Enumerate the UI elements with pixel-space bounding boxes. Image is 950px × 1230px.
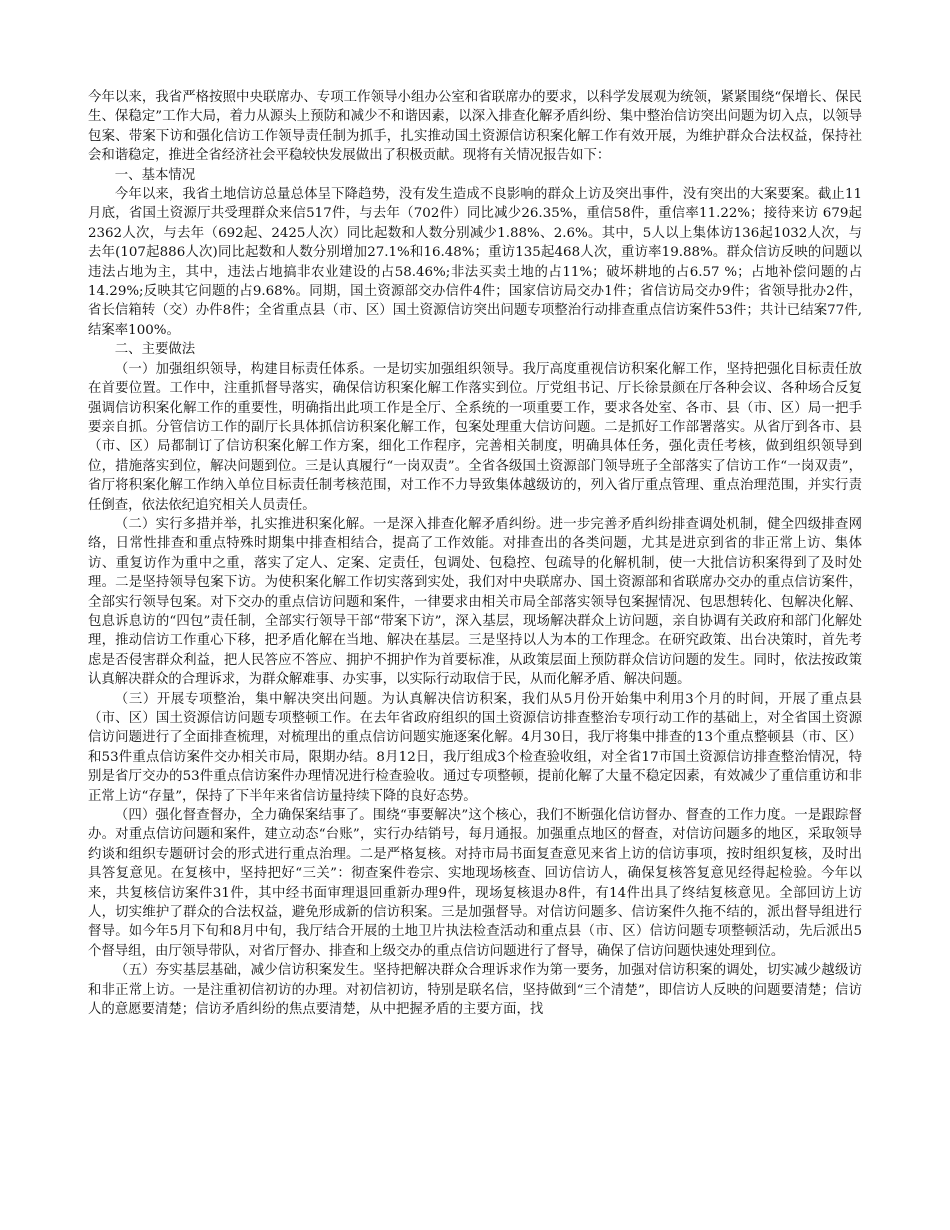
practice-paragraph-4: （四）强化督查督办，全力确保案结事了。围绕“事要解决”这个核心，我们不断强化信访督办、督查的工作力度。一是跟踪督办。对重点信访问题和案件，建立动态“台账”，实行办结销号，每月通报。加强重点地区的督查，对信访问题多的地区，采取领导约谈和组织专题研讨会的形式进行重点治理。二是严格复核。对持市局书面复查意见来省上访的信访事项，按时组织复核，及时出具答复意见。在复核中，坚持把好“三关”：彻查案件卷宗、实地现场核查、回访信访人，确保复核答复意见经得起检验。今年以来，共复核信访案件31件，其中经书面审理退回重新办理9件，现场复核退办8件，有14件出具了终结复核意见。全部回访上访人，切实维护了群众的合法权益，避免形成新的信访积案。三是加强督导。对信访问题多、信访案件久拖不结的，派出督导组进行督导。如今年5月下旬和8月中旬，我厅结合开展的土地卫片执法检查活动和重点县（市、区）信访问题专项整顿活动，先后派出5个督导组，由厅领导带队，对省厅督办、排查和上级交办的重点信访问题进行了督导，确保了信访问题快速处理到位。 [88,808,862,959]
document-page [88,88,862,1020]
practice-paragraph-5: （五）夯实基层基础，减少信访积案发生。坚持把解决群众合理诉求作为第一要务，加强对信访积案的调处，切实减少越级访和非正常上访。一是注重初信初访的办理。对初信初访，特别是联名信，坚持做到“三个清楚”，即信访人反映的问题要清楚；信访人的意愿要清楚；信访矛盾纠纷的焦点要清楚，从中把握矛盾的主要方面，找 [88,963,862,1018]
practice-paragraph-1: （一）加强组织领导，构建目标责任体系。一是切实加强组织领导。我厅高度重视信访积案化解工作，坚持把强化目标责任放在首要位置。工作中，注重抓督导落实，确保信访积案化解工作落实到位。厅党组书记、厅长徐景颜在厅各种会议、各种场合反复强调信访积案化解工作的重要性，明确指出此项工作是全厅、全系统的一项重要工作，要求各处室、各市、县（市、区）局一把手要亲自抓。分管信访工作的副厅长具体抓信访积案化解工作，包案处理重大信访问题。二是抓好工作部署落实。从省厅到各市、县（市、区）局都制订了信访积案化解工作方案，细化工作程序，完善相关制度，明确具体任务，强化责任考核，做到组织领导到位，措施落实到位，解决问题到位。三是认真履行“一岗双责”。全省各级国土资源部门领导班子全部落实了信访工作“一岗双责”，省厅将积案化解工作纳入单位目标责任制考核范围，对工作不力导致集体越级访的，列入省厅重点管理、重点治理范围，并实行责任倒查，依法依纪追究相关人员责任。 [88,361,862,513]
practice-paragraph-2: （二）实行多措并举，扎实推进积案化解。一是深入排查化解矛盾纠纷。进一步完善矛盾纠纷排查调处机制，健全四级排查网络，日常性排查和重点特殊时期集中排查相结合，提高了工作效能。对排查出的各类问题，尤其是进京到省的非正常上访、集体访、重复访作为重中之重，落实了定人、定案、定责任，包调处、包稳控、包疏导的化解机制，使一大批信访积案得到了及时处理。二是坚持领导包案下访。为使积案化解工作切实落到实处，我们对中央联席办、国土资源部和省联席办交办的重点信访案件，全部实行领导包案。对下交办的重点信访问题和案件，一律要求由相关市局全部落实领导包案握情况、包思想转化、包解决化解、包息诉息访的“四包”责任制，全部实行领导干部“带案下访”，深入基层，现场解决群众上访问题，亲自协调有关政府和部门化解处理，推动信访工作重心下移，把矛盾化解在当地、解决在基层。三是坚持以人为本的工作理念。在研究政策、出台决策时，首先考虑是否侵害群众利益，把人民答应不答应、拥护不拥护作为首要标准，从政策层面上预防群众信访问题的发生。同时，依法按政策认真解决群众的合理诉求，为群众解难事、办实事，以实际行动取信于民，从而化解矛盾、解决问题。 [88,516,862,688]
section-heading-basic-situation: 一、基本情况 [114,167,196,183]
practice-paragraph-3: （三）开展专项整治，集中解决突出问题。为认真解决信访积案，我们从5月份开始集中利用3个月的时间，开展了重点县（市、区）国土资源信访问题专项整顿工作。在去年省政府组织的国土资源信访排查整治专项行动工作的基础上，对全省国土资源信访问题进行了全面排查梳理，对梳理出的重点信访问题实施逐案化解。4月30日，我厅将集中排查的13个重点整顿县（市、区）和53件重点信访案件交办相关市局，限期办结。8月12日，我厅组成3个检查验收组，对全省17市国土资源信访排查整治情况，特别是省厅交办的53件重点信访案件办理情况进行检查验收。通过专项整顿，提前化解了大量不稳定因素，有效减少了重信重访和非正常上访“存量”，保持了下半年来省信访量持续下降的良好态势。 [88,691,862,804]
basic-situation-paragraph: 今年以来，我省土地信访总量总体呈下降趋势，没有发生造成不良影响的群众上访及突出事件，没有突出的大案要案。截止11月底，省国土资源厅共受理群众来信517件，与去年（702件）同比减少26.35%，重信58件，重信率11.22%；接待来访 679起2362人次，与去年（692起、2425人次）同比起数和人数分别减少1.88%、2.6%。其中，5人以上集体访136起1032人次，与去年(107起886人次)同比起数和人数分别增加27.1%和16.48%；重访135起468人次，重访率19.88%。群众信访反映的问题以违法占地为主，其中，违法占地搞非农业建设的占58.46%;非法买卖土地的占11%；破坏耕地的占6.57 %；占地补偿问题的占14.29%;反映其它问题的占9.68%。同期，国土资源部交办信件4件；国家信访局交办1件；省信访局交办9件；省领导批办2件，省长信箱转（交）办件8件；全省重点县（市、区）国土资源信访突出问题专项整治行动排查重点信访案件53件；共计已结案77件,结案率100%。 [88,187,862,338]
section-heading-main-practices: 二、主要做法 [114,342,196,358]
intro-paragraph: 今年以来，我省严格按照中央联席办、专项工作领导小组办公室和省联席办的要求，以科学发展观为统领，紧紧围绕“保增长、保民生、保稳定”工作大局，着力从源头上预防和减少不和谐因素，以深入排查化解矛盾纠纷、集中整治信访突出问题为切入点，以领导包案、带案下访和强化信访工作领导责任制为抓手，扎实推动国土资源信访积案化解工作有效开展，为维护群众合法权益，保持社会和谐稳定，推进全省经济社会平稳较快发展做出了积极贡献。现将有关情况报告如下： [88,90,862,164]
